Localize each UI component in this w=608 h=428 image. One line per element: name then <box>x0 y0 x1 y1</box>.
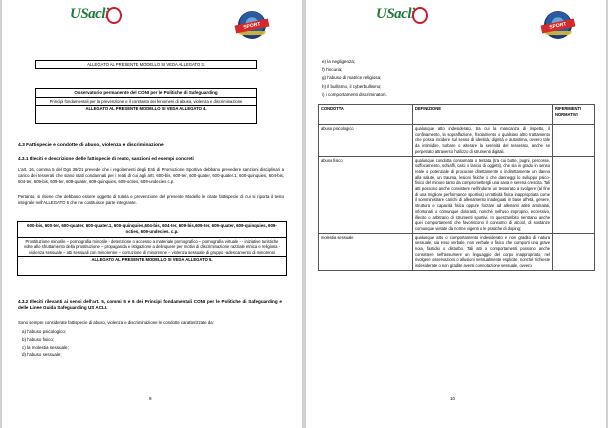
section-4-3-heading: 4.3 Fattispecie e condotte di abuso, violenza e discriminazione <box>18 143 164 148</box>
definition-cell: qualunque condotta consumata o tentata (tra cui botte, pugni, percosse, soffocamento, schiaffi, calci o lancio di oggetti), che sia in grado in senso reale o potenziale di procurare direttamente o indirettamente un danno alla salute, un trauma, lesioni fisiche o che danneggi lo sviluppo psico-fisico del minore tanto da compromettergli una sana e serena crescita. Tali atti possono anche consistere nell'indurre un tesserato a svolgere (al fine di una migliore performance sportiva) un'attività fisica inappropriata come il somministrare carichi di allenamento inadeguati in base all'età, genere, struttura e capacità fisica oppure forzare ad allenarsi atleti ammalati, infortunati o comunque doloranti, nonché nell'uso improprio, eccessivo, illecito o arbitrario di strumenti sportivi. In quest'ambito rientrano anche quei comportamenti che favoriscono il consumo di alcool, di sostanze comunque vietate da norme vigenti o le pratiche di doping; <box>413 156 553 233</box>
abuse-list <box>22 328 69 359</box>
badge-ribbon: SPORT <box>541 19 576 34</box>
conduct-table <box>318 104 595 271</box>
list-item: i) i comportamenti discriminatori. <box>322 91 387 97</box>
header-refs: RIFERIMENTI NORMATIVI <box>553 105 595 125</box>
sport-badge-icon <box>544 11 572 39</box>
list-item: f) l'incuria; <box>322 67 343 73</box>
badge-ribbon: SPORT <box>235 19 270 34</box>
list-item: b) l'abuso fisico; <box>22 336 55 342</box>
logo-text: USacli <box>376 6 415 22</box>
header-conduct: CONDOTTA <box>319 105 413 125</box>
allegato-5-label: ALLEGATO AL PRESENTE MODELLO SI VEDA ALLEGATO 5. <box>91 257 213 263</box>
page-10 <box>306 0 606 428</box>
observatory-box <box>35 88 257 124</box>
list-item: d) l'abuso sessuale; <box>22 352 62 358</box>
articles-description: Prostituzione minorile – pornografia minorile - detenzione o accesso a materiale pornografico – pornografia virtuale - - iniziative turistiche volte allo sfruttamento della prostituzione – propaganda e istigazione a delinquere per motivi di discriminazione razziale etnica e religiosa -violenza sessuale – atti sessuali con minorenne – corruzione di minorenne – violenza sessuale di gruppo -adescamento di minorenni <box>18 238 286 257</box>
section-4-3-2-heading: 4.3.2 Illeciti rilevanti ai sensi dell'art. 5, commi 5 e 6 dei Principi fondamentali CONI per le Politiche di Safeguarding e delle Linee Guida Safeguarding US ACLI. <box>18 299 282 311</box>
list-item: g) l'abuso di matrice religiosa; <box>322 75 382 81</box>
table-row <box>319 156 595 233</box>
page-number: 10 <box>450 396 456 401</box>
logo-text: USacli <box>70 6 109 22</box>
table-row <box>319 233 595 270</box>
conduct-cell: molestia sessuale <box>319 233 413 270</box>
observatory-title: Osservatorio permanente del CONI per le Politiche di Safeguarding <box>36 89 256 98</box>
page-number: 9 <box>149 396 152 401</box>
sport-badge-icon <box>238 11 266 39</box>
refs-cell <box>553 125 595 157</box>
articles-list: 600-bis, 600-ter, 600-quater, 600-quater.1, 600-quinquies,604-bis, 604-ter, 609-bis,609-ter, 609-quater, 609-quinquies, 609-octies, 609-undecies. c.p. <box>18 222 286 238</box>
definition-cell: qualunque atto indesiderato, tra cui la mancanza di rispetto, il confinamento, la sopraffazione, l'isolamento o qualsiasi altro trattamento che possa incidere sul senso di identità, dignità e autostima, ovvero tale da intimidire, turbare o alterare la serenità del tesserato, anche se perpetrato attraverso l'utilizzo di strumenti digitali. <box>413 125 553 157</box>
paragraph-art16: L'art. 16, comma 5 del Dgs 39/21 prevede che i regolamenti degli Enti di Promozione Sportiva debbano prevedere sanzioni disciplinari a carico dei tesserati che siano stati condannati per i reati di cui agli artt. 600-bis, 600-ter, 600-quater, 600-quater.1, 600-quinquies, 604-bis, 604-ter, 609-bis, 609-ter, 609-quater, 609-quinquies, 609-octies, 609-undecies c.p. <box>18 167 284 185</box>
logo-ring-75 <box>106 7 122 24</box>
logo-ring-75 <box>412 7 428 24</box>
list-item: e) la negligenza; <box>322 59 356 64</box>
observatory-allegato: ALLEGATO AL PRESENTE MODELLO SI VEDA ALLEGATO 4. <box>85 106 207 112</box>
list-item: c) la molestia sessuale; <box>22 344 69 350</box>
definition-cell: qualunque atto o comportamento indesiderato e non gradito di natura sessuale, sia esso verbale, non verbale o fisico che comporti una grave noia, fastidio o disturbo. Tali atti o comportamenti possono anche consistere nell'assumere un linguaggio del corpo inappropriato, nel rivolgere osservazioni o allusioni sessualmente esplicite, nonché richieste indesiderate o non gradite aventi connotazione sessuale, ovvero <box>413 233 553 270</box>
page-9 <box>2 0 302 428</box>
observatory-text: Principi fondamentali per la prevenzione e il contrasto dei fenomeni di abuso, violenza e discriminazione <box>36 98 256 106</box>
us-acli-logo <box>70 6 125 28</box>
allegato-3-box: ALLEGATO AL PRESENTE MODELLO SI VEDA ALLEGATO 3. <box>35 60 257 69</box>
paragraph-pertanto: Pertanto, si ritiene che debbano essere oggetto di tutela e prevenzione del presente Modello le citate fattispecie di cui si riporta il testo integrale nell'ALLEGATO 5 che ne costituisce parte integrante. <box>18 194 284 206</box>
list-item: a) l'abuso psicologico; <box>22 329 67 334</box>
table-header-row <box>319 105 595 125</box>
conduct-cell: abuso psicologico <box>319 125 413 157</box>
refs-cell <box>553 233 595 270</box>
table-row <box>319 125 595 157</box>
articles-box <box>17 221 287 276</box>
section-4-3-1-heading: 4.3.1 Illeciti e descrizione delle fattispecie di reato, sanzioni ed esempi concreti <box>18 156 194 161</box>
abuse-list-continued <box>322 58 387 99</box>
conduct-cell: abuso fisico <box>319 156 413 233</box>
us-acli-logo <box>376 6 431 28</box>
list-item: h) il bullismo, il cyberbullismo; <box>322 83 382 89</box>
paragraph-fattispecie: Sono sempre considerate fattispecie di abuso, violenza e discriminazione le condotte caratterizzate da: <box>18 320 214 325</box>
refs-cell <box>553 156 595 233</box>
header-definition: DEFINIZIONE <box>413 105 553 125</box>
